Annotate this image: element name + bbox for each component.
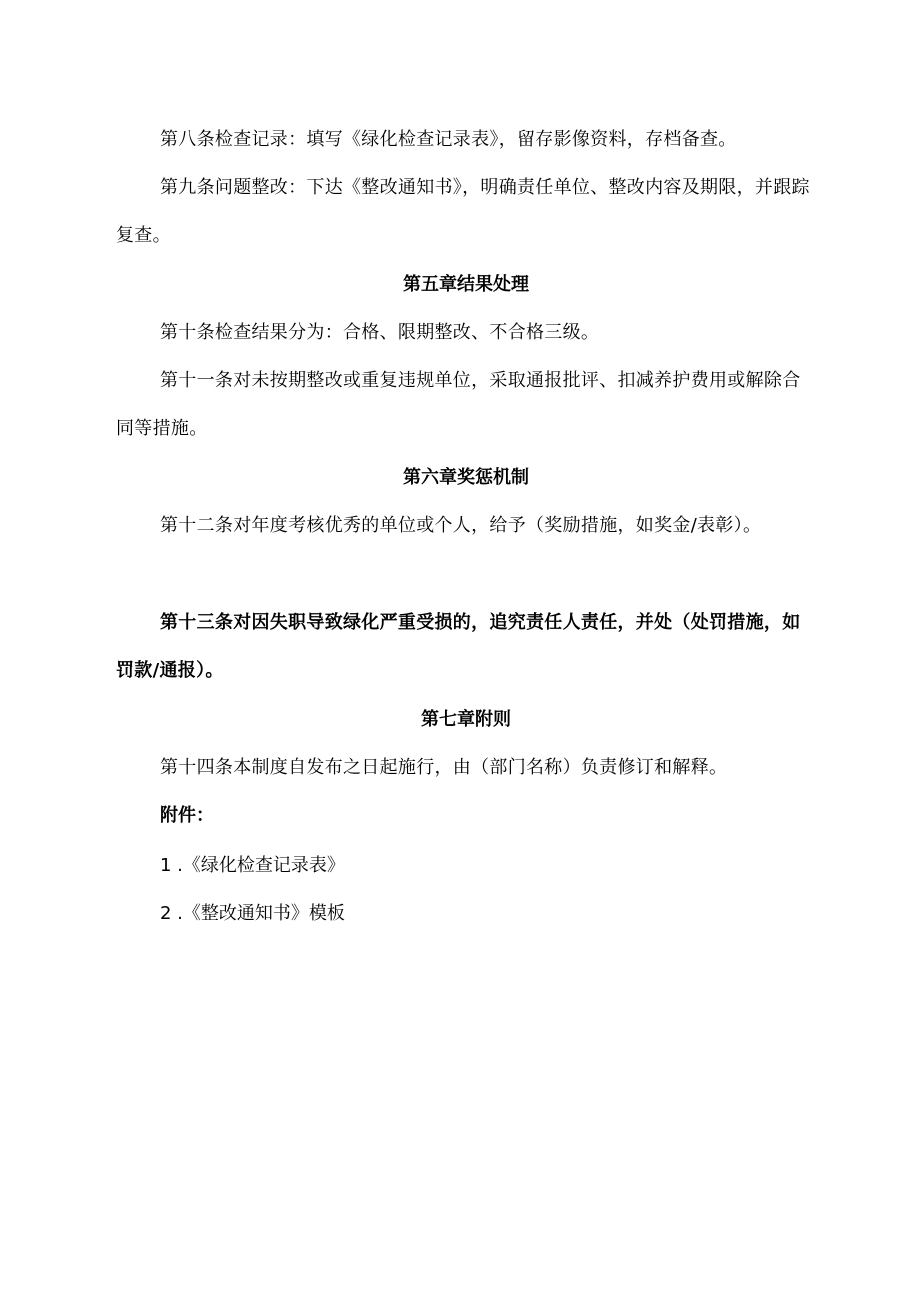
article-12: 第十二条对年度考核优秀的单位或个人，给予（奖励措施，如奖金/表彰）。 [160, 515, 762, 536]
article-14: 第十四条本制度自发布之日起施行，由（部门名称）负责修订和解释。 [160, 757, 728, 778]
article-11: 第十一条对未按期整改或重复违规单位，采取通报批评、扣减养护费用或解除合同等措施。 [116, 370, 801, 439]
attachments-title: 附件： [160, 805, 214, 826]
article-9: 第九条问题整改：下达《整改通知书》，明确责任单位、整改内容及期限，并跟踪复查。 [116, 177, 810, 246]
article-8: 第八条检查记录：填写《绿化检查记录表》，留存影像资料，存档备查。 [160, 129, 737, 150]
article-13: 第十三条对因失职导致绿化严重受损的，追究责任人责任，并处（处罚措施，如罚款/通报）。 [116, 612, 801, 681]
article-10: 第十条检查结果分为：合格、限期整改、不合格三级。 [160, 322, 600, 343]
chapter-7-title: 第七章附则 [421, 709, 511, 730]
chapter-6-title: 第六章奖惩机制 [403, 467, 529, 488]
attachment-item-1: 1 .《绿化检查记录表》 [160, 855, 345, 876]
chapter-5-title: 第五章结果处理 [403, 274, 529, 295]
attachment-item-2: 2 .《整改通知书》模板 [160, 903, 345, 924]
